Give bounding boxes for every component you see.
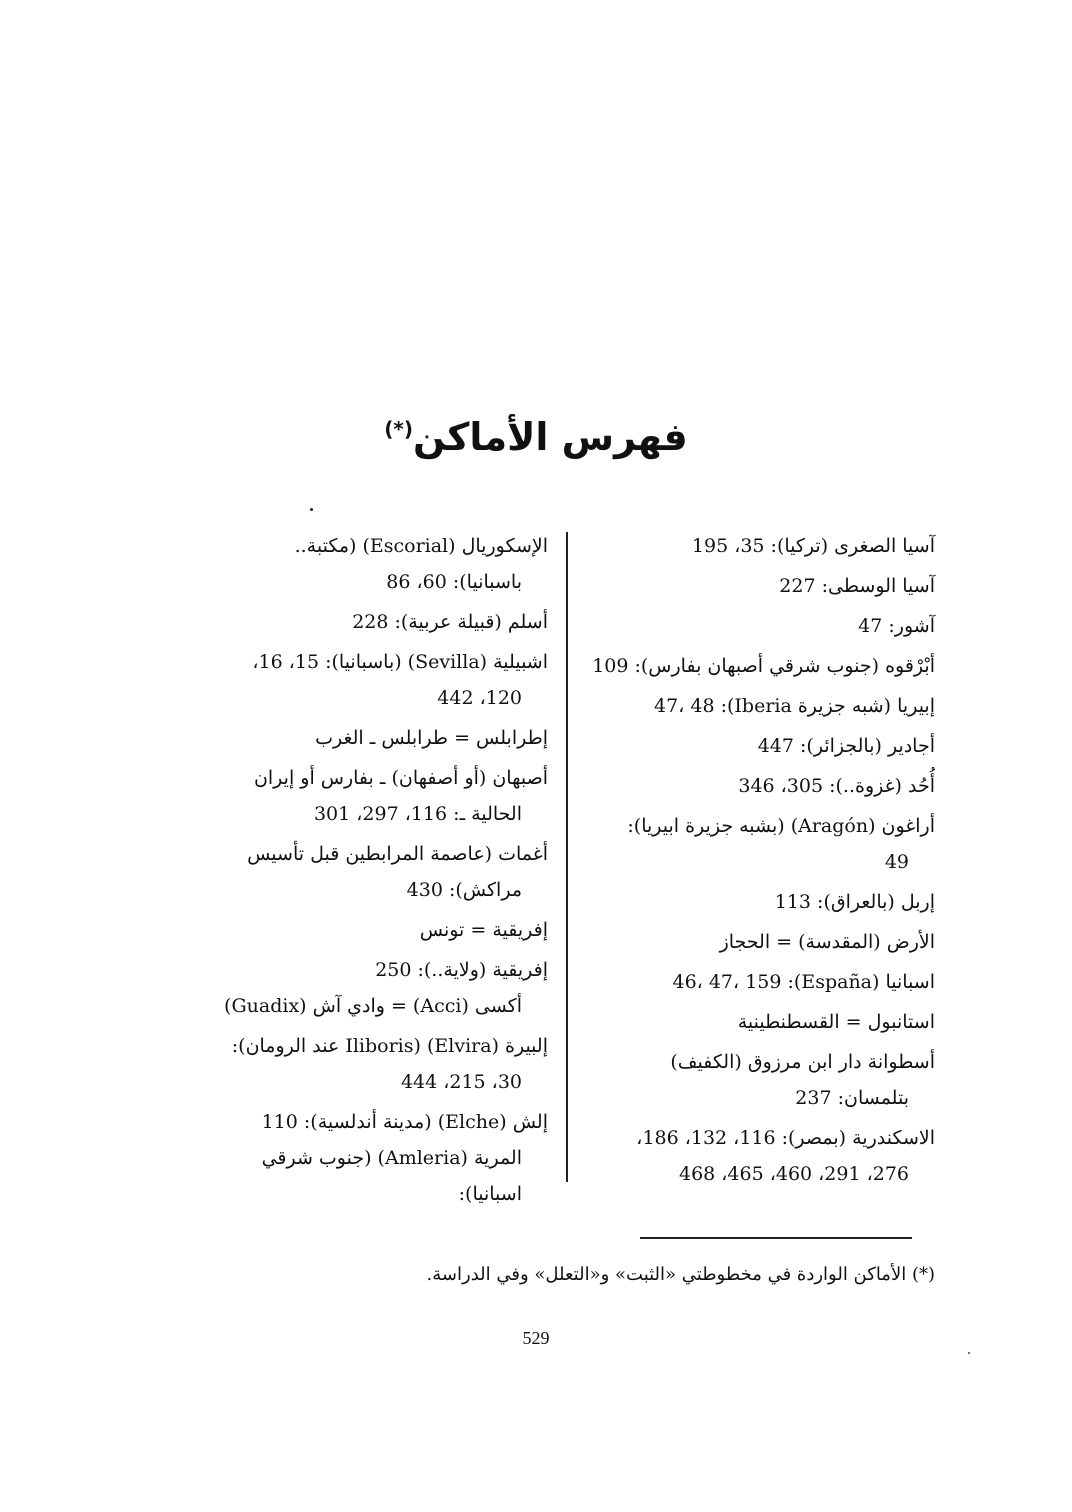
index-entry [215,644,548,716]
index-entry [585,1044,935,1116]
index-entry-line: إبيريا (شبه جزيرة Iberia): 47، 48 [654,695,935,717]
index-entry-continuation: 276، 291، 460، 465، 468 [678,1163,909,1185]
index-entry-line: إطرابلس = طرابلس ـ الغرب [315,727,548,749]
index-column-left [215,528,548,1216]
index-entry [215,720,548,756]
index-entry [585,884,935,920]
index-entry-line: أغمات (عاصمة المرابطين قبل تأسيس [247,843,548,865]
index-entry-line: أسلم (قبيلة عربية): 228 [352,611,548,633]
index-entry-line: الاسكندرية (بمصر): 116، 132، 186، [636,1127,935,1149]
index-entry-continuation: الحالية ـ: 116، 297، 301 [313,803,522,825]
index-entry-line: اسبانيا (España): 46، 47، 159 [672,971,935,993]
index-entry-line: أجادير (بالجزائر): 447 [757,735,935,757]
index-entry [585,808,935,880]
index-entry-line: استانبول = القسطنطينية [737,1011,935,1033]
index-entry [215,1028,548,1100]
index-entry [585,728,935,764]
index-entry [215,604,548,640]
index-entry-line: آسيا الصغرى (تركيا): 35، 195 [691,535,935,557]
index-entry [585,528,935,564]
page-number: 529 [522,1328,550,1348]
index-entry-line: اشبيلية (Sevilla) (باسبانيا): 15، 16، [252,651,548,673]
index-entry-line: آشور: 47 [858,615,935,637]
index-entry-continuation: مراكش): 430 [406,879,522,901]
index-entry [215,760,548,832]
index-entry-line: أسطوانة دار ابن مرزوق (الكفيف) [670,1051,935,1073]
column-divider [566,532,568,1182]
index-entry-continuation: بتلمسان: 237 [795,1087,909,1109]
index-entry-line: أبْرْقوه (جنوب شرقي أصبهان بفارس): 109 [592,655,935,677]
index-entry [585,924,935,960]
index-entry-continuation: باسبانيا): 60، 86 [386,571,522,593]
index-entry-line: أراغون (Aragón) (بشبه جزيرة ابيريا): [627,815,935,837]
title-footnote-marker: (*) [384,417,414,441]
index-entry-line: الإسكوريال (Escorial) (مكتبة.. [294,535,548,557]
index-entry-line: آسيا الوسطى: 227 [779,575,935,597]
index-entry [585,648,935,684]
stray-dot [310,508,313,511]
index-column-right [585,528,935,1196]
index-entry-continuation: 49 [884,851,909,873]
index-entry-line: إلبيرة (Elvira) (Iliboris عند الرومان): [231,1035,548,1057]
index-entry [585,608,935,644]
footnote: (*) الأماكن الواردة في مخطوطتي «الثبت» و«التعلل» وفي الدراسة. [426,1264,935,1285]
index-entry-line: أصبهان (أو أصفهان) ـ بفارس أو إيران [253,767,548,789]
index-entry-line: إربل (بالعراق): 113 [774,891,935,913]
index-entry-line: إفريقية (ولاية..): 250 [375,959,548,981]
index-entry [215,528,548,600]
index-entry [585,568,935,604]
index-entry-continuation: أكسى (Acci) = وادي آش (Guadix) [224,995,522,1017]
page-title-text: فهرس الأماكن [413,415,688,459]
index-entry [215,836,548,908]
index-entry-continuation: 120، 442 [437,687,522,709]
index-entry [585,688,935,724]
index-entry-line: إلش (Elche) (مدينة أندلسية): 110 [261,1111,548,1133]
index-entry-continuation: المرية (Amleria) (جنوب شرقي اسبانيا): [261,1147,522,1205]
index-entry [215,1104,548,1212]
page-title [0,415,1072,459]
stray-dot [968,1352,970,1354]
index-entry [585,964,935,1000]
index-entry [215,912,548,948]
index-entry-continuation: 30، 215، 444 [400,1071,522,1093]
index-entry-line: إفريقية = تونس [419,919,548,941]
index-entry [585,1004,935,1040]
index-entry-line: أُحُد (غزوة..): 305، 346 [738,775,935,797]
index-entry [585,1120,935,1192]
index-entry-line: الأرض (المقدسة) = الحجاز [719,931,935,953]
footnote-rule [640,1237,912,1239]
index-entry [585,768,935,804]
index-entry [215,952,548,1024]
